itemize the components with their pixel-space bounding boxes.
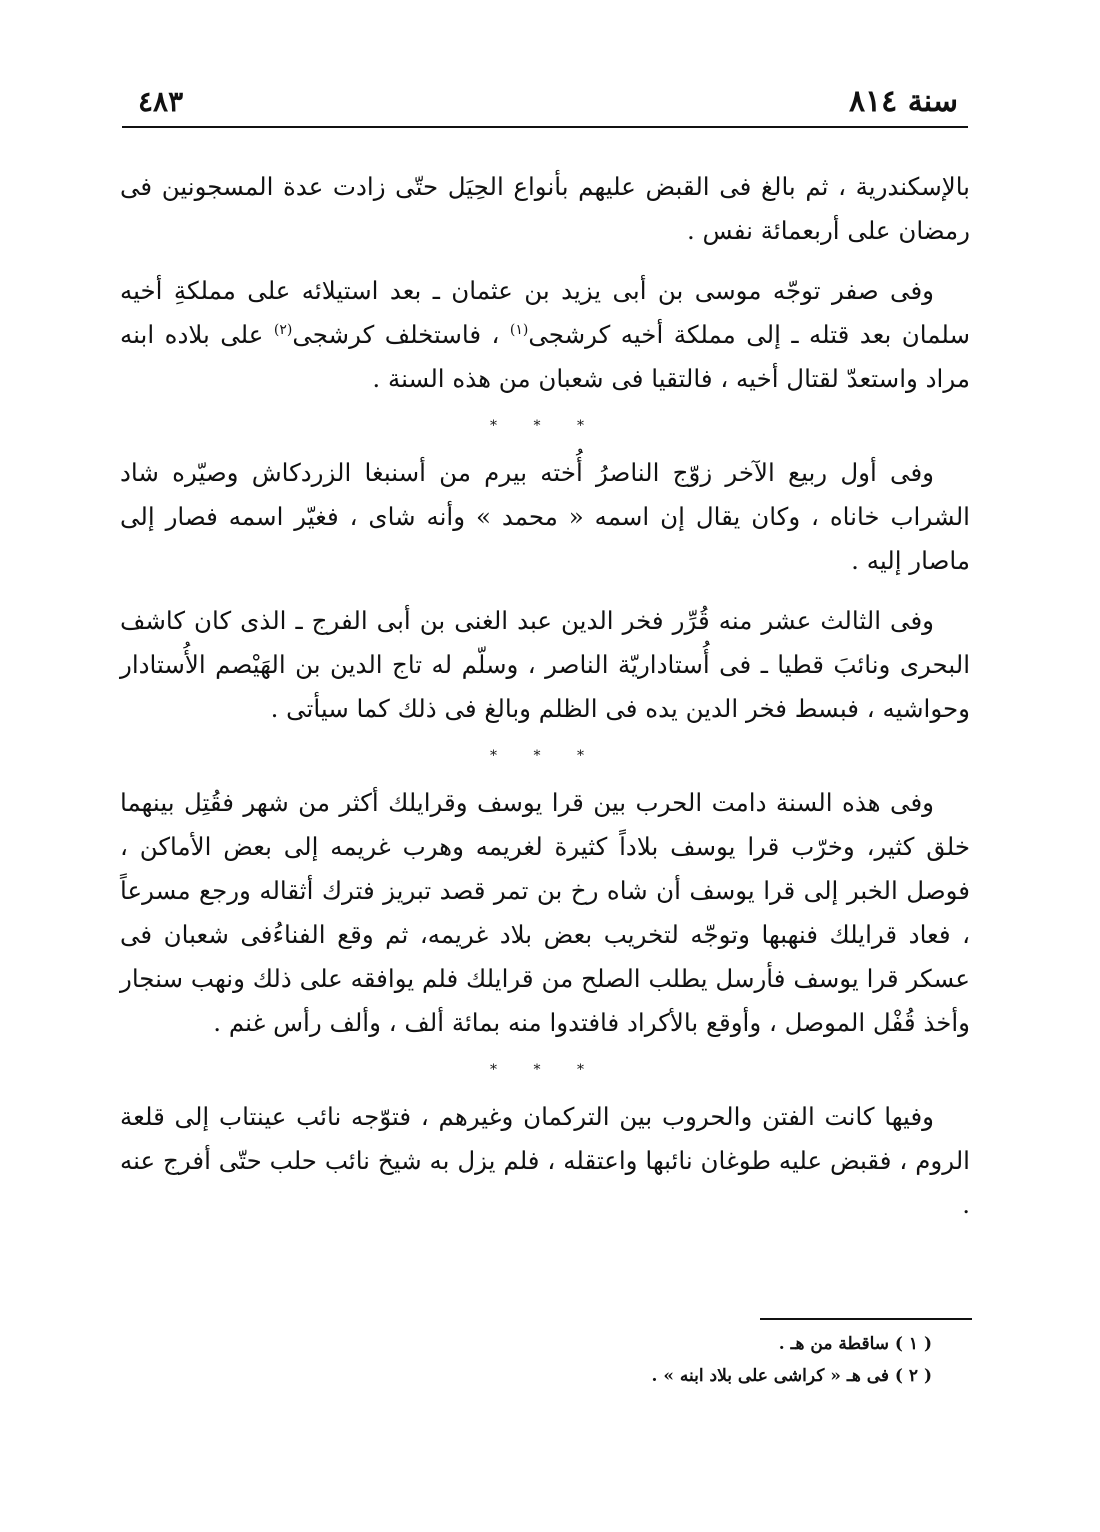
paragraph-6: وفيها كانت الفتن والحروب بين التركمان وغيرهم ، فتوّجه نائب عينتاب إلى قلعة الروم ، فقبض عليه طوغان نائبها واعتقله ، فلم يزل به شيخ نائب حلب حتّى أفرج عنه . bbox=[120, 1102, 970, 1219]
page-header bbox=[128, 82, 966, 124]
footnote-ref-1[interactable]: (١) bbox=[509, 321, 529, 338]
footnote-rule bbox=[760, 1318, 972, 1320]
header-rule bbox=[122, 126, 968, 128]
paragraph-2-text-c: على بلاده ابنه مراد واستعدّ لقتال أخيه ، فالتقيا فى شعبان من هذه السنة . bbox=[120, 320, 970, 393]
running-title: سنة ٨١٤ bbox=[848, 84, 958, 119]
paragraph-3: وفى أول ربيع الآخر زوّج الناصرُ أُخته بيرم من أسنبغا الزردكاش وصيّره شاد الشراب خاناه ، وكان يقال إن اسمه « محمد » وأنه شاى ، فغيّر اسمه فصار إلى ماصار إليه . bbox=[120, 458, 970, 575]
section-separator: * * * bbox=[490, 1062, 600, 1078]
footnote-2: ( ٢ ) فى هـ « كراشى على بلاد ابنه » . bbox=[651, 1366, 932, 1386]
section-separator: * * * bbox=[490, 748, 600, 764]
body-text bbox=[120, 165, 970, 1243]
footnote-1: ( ١ ) ساقطة من هـ . bbox=[778, 1334, 932, 1354]
paragraph-1: بالإسكندرية ، ثم بالغ فى القبض عليهم بأنواع الحِيَل حتّى زادت عدة المسجونين فى رمضان على أربعمائة نفس . bbox=[120, 172, 970, 245]
paragraph-2 bbox=[120, 269, 970, 401]
footnotes bbox=[292, 1328, 932, 1392]
paragraph-2-text-b: ، فاستخلف كرشجى bbox=[292, 320, 510, 349]
paragraph-4: وفى الثالث عشر منه قُرِّر فخر الدين عبد الغنى بن أبى الفرج ـ الذى كان كاشف البحرى ونائبَ قطيا ـ فى أُستاداريّة الناصر ، وسلّم له تاج الدين بن الهَيْصم الأُستادار وحواشيه ، فبسط فخر الدين يده فى الظلم وبالغ فى ذلك كما سيأتى . bbox=[120, 606, 970, 723]
paragraph-2-text: وفى صفر توجّه موسى بن أبى يزيد بن عثمان ـ بعد استيلائه على مملكةِ أخيه سلمان بعد قتله ـ إلى مملكة أخيه كرشجى bbox=[120, 276, 970, 349]
paragraph-5: وفى هذه السنة دامت الحرب بين قرا يوسف وقرايلك أكثر من شهر فقُتِل بينهما خلق كثير، وخرّب قرا يوسف بلاداً كثيرة لغريمه وهرب غريمه إلى بعض الأماكن ، فوصل الخبر إلى قرا يوسف أن شاه رخ بن تمر قصد تبريز فترك أثقاله ورجع مسرعاً ، فعاد قرايلك فنهبها وتوجّه لتخريب بعض بلاد غريمه، ثم وقع الفناءُفى شعبان فى عسكر قرا يوسف فأرسل يطلب الصلح من قرايلك فلم يوافقه على ذلك ونهب سنجار وأخذ قُفْل الموصل ، وأوقع بالأكراد فافتدوا منه بمائة ألف ، وألف رأس غنم . bbox=[120, 788, 970, 1037]
section-separator: * * * bbox=[490, 418, 600, 434]
page-number: ٤٨٣ bbox=[138, 85, 184, 118]
footnote-ref-2[interactable]: (٢) bbox=[273, 321, 293, 338]
